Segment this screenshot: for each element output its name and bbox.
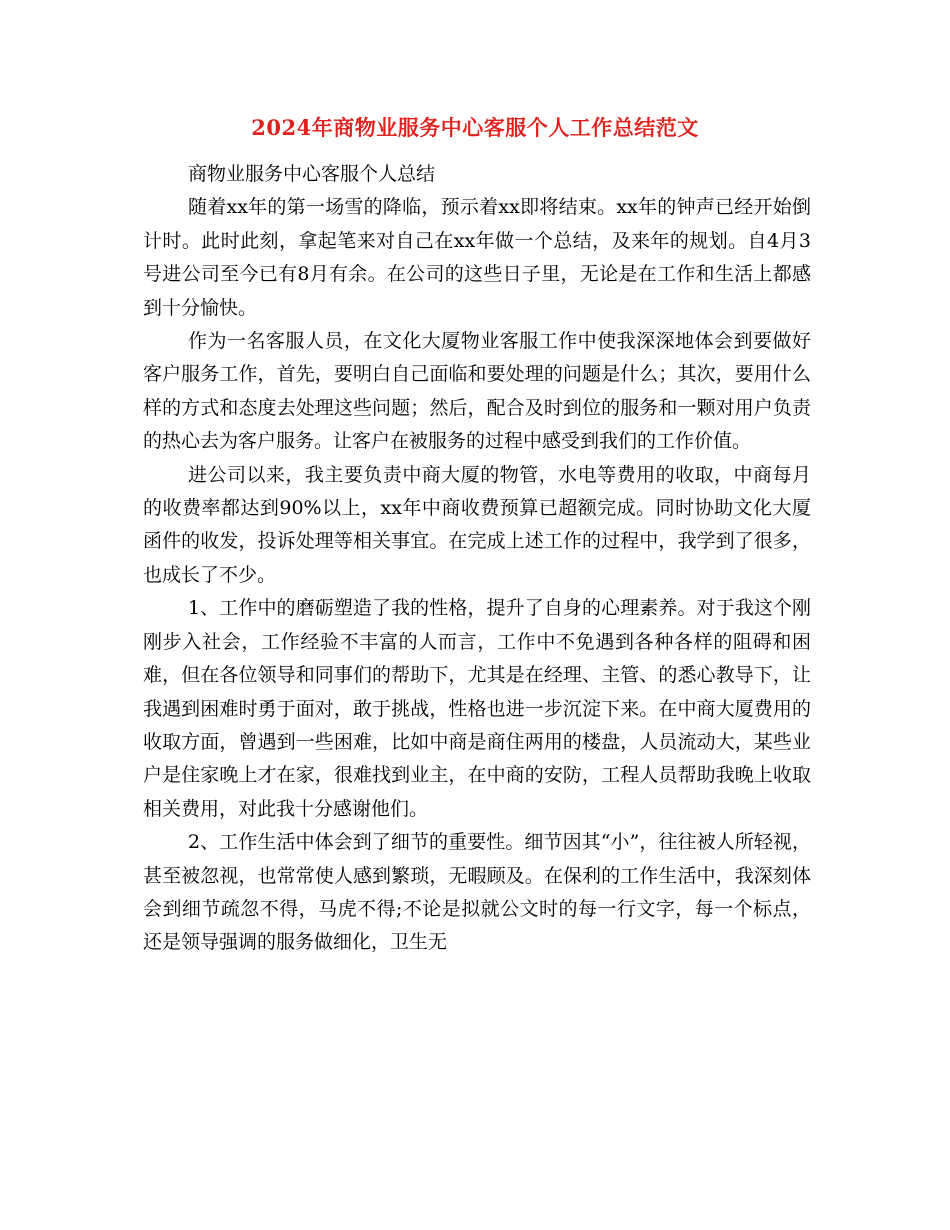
paragraph-point-2: 2、工作生活中体会到了细节的重要性。细节因其“小”，往往被人所轻视，甚至被忽视，也常常使人感到繁琐，无暇顾及。在保利的工作生活中，我深刻体会到细节疏忽不得，马虎不得;不论是拟就公文时的每一行文字，每一个标点，还是领导强调的服务做细化，卫生无 xyxy=(143,831,811,954)
document-title: 2024年商物业服务中心客服个人工作总结范文 xyxy=(251,115,699,140)
paragraph-role: 作为一名客服人员，在文化大厦物业客服工作中使我深深地体会到要做好客户服务工作，首先，要明白自己面临和要处理的问题是什么；其次，要用什么样的方式和态度去处理这些问题；然后，配合及时到位的服务和一颗对用户负责的热心去为客户服务。让客户在被服务的过程中感受到我们的工作价值。 xyxy=(143,330,811,453)
document-body xyxy=(143,158,811,960)
document-subtitle: 商物业服务中心客服个人总结 xyxy=(188,163,436,185)
paragraph-point-1: 1、工作中的磨砺塑造了我的性格，提升了自身的心理素养。对于我这个刚刚步入社会，工作经验不丰富的人而言，工作中不免遇到各种各样的阻碍和困难，但在各位领导和同事们的帮助下，尤其是在经理、主管、的悉心教导下，让我遇到困难时勇于面对，敢于挑战，性格也进一步沉淀下来。在中商大厦费用的收取方面，曾遇到一些困难，比如中商是商住两用的楼盘，人员流动大，某些业户是住家晚上才在家，很难找到业主，在中商的安防，工程人员帮助我晚上收取相关费用，对此我十分感谢他们。 xyxy=(143,597,811,820)
paragraph-intro: 随着xx年的第一场雪的降临，预示着xx即将结束。xx年的钟声已经开始倒计时。此时此刻，拿起笔来对自己在xx年做一个总结，及来年的规划。自4月3号进公司至今已有8月有余。在公司的这些日子里，无论是在工作和生活上都感到十分愉快。 xyxy=(143,196,811,319)
paragraph-duties: 进公司以来，我主要负责中商大厦的物管，水电等费用的收取，中商每月的收费率都达到90%以上，xx年中商收费预算已超额完成。同时协助文化大厦函件的收发，投诉处理等相关事宜。在完成上述工作的过程中，我学到了很多，也成长了不少。 xyxy=(143,463,811,586)
